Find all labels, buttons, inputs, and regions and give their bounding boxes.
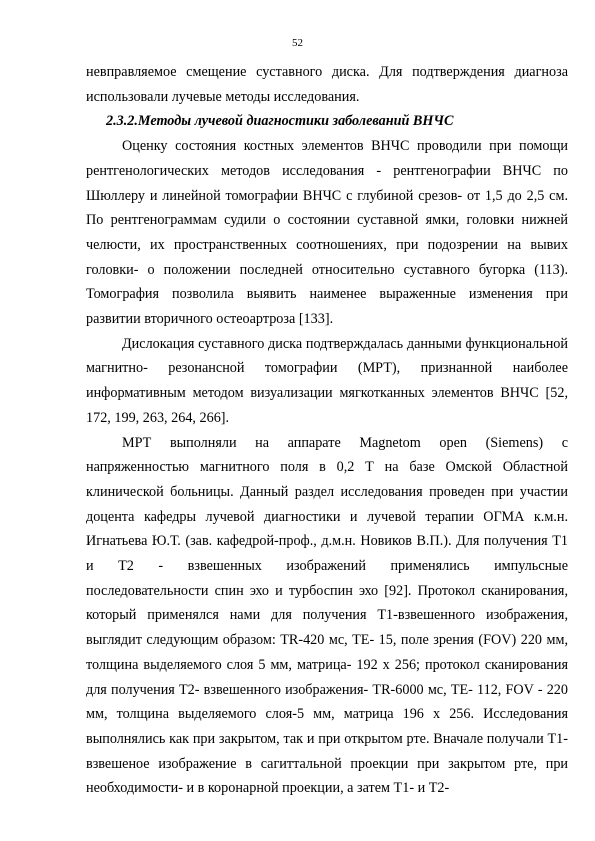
page-number: 52	[292, 37, 303, 49]
section-heading: 2.3.2.Методы лучевой диагностики заболеваний ВНЧС	[106, 113, 454, 130]
body-text	[86, 60, 568, 801]
paragraph-mri-dislocation: Дислокация суставного диска подтверждалась данными функциональной магнитно- резонансной томографии (МРТ), признанной наиболее информативным методом визуализации мягкотканных элементов ВНЧС [52, 172, 199, 263, 264, 266].	[86, 335, 568, 426]
intro-paragraph: невправляемое смещение суставного диска. Для подтверждения диагноза использовали лучевые методы исследования.	[86, 64, 568, 105]
paragraph-mri-protocol: МРТ выполняли на аппарате Magnetom open (Siemens) с напряженностью магнитного поля в 0,2 Т на базе Омской Областной клинической больницы. Данный раздел исследования проведен при участии доцента кафедры лучевой диагностики и лучевой терапии ОГМА к.м.н. Игнатьева Ю.Т. (зав. кафедрой-проф., д.м.н. Новиков В.П.). Для получения Т1 и Т2 - взвешенных изображений применялись импульсные последовательности спин эхо и турбоспин эхо [92]. Протокол сканирования, который применялся нами для получения Т1-взвешенного изображения, выглядит следующим образом: TR-420 мс, ТЕ- 15, поле зрения (FOV) 220 мм, толщина выделяемого слоя 5 мм, матрица- 192 х 256; протокол сканирования для получения Т2- взвешенного изображения- TR-6000 мс, ТЕ- 112, FOV - 220 мм, толщина выделяемого слоя-5 мм, матрица 196 х 256. Исследования выполнялись как при закрытом, так и при открытом рте. Вначале получали Т1- взвешеное изображение в сагиттальной проекции при закрытом рте, при необходимости- и в коронарной проекции, а затем Т1- и Т2-	[86, 434, 568, 797]
paragraph-xray-methods: Оценку состояния костных элементов ВНЧС проводили при помощи рентгенологических методов исследования - рентгенографии ВНЧС по Шюллеру и линейной томографии ВНЧС с глубиной срезов- от 1,5 до 2,5 см. По рентгенограммам судили о состоянии суставной ямки, головки нижней челюсти, их пространственных соотношениях, при подозрении на вывих головки- о положении последней относительно суставного бугорка (113). Томография позволила выявить наименее выраженные изменения при развитии вторичного остеоартроза [133].	[86, 138, 568, 328]
